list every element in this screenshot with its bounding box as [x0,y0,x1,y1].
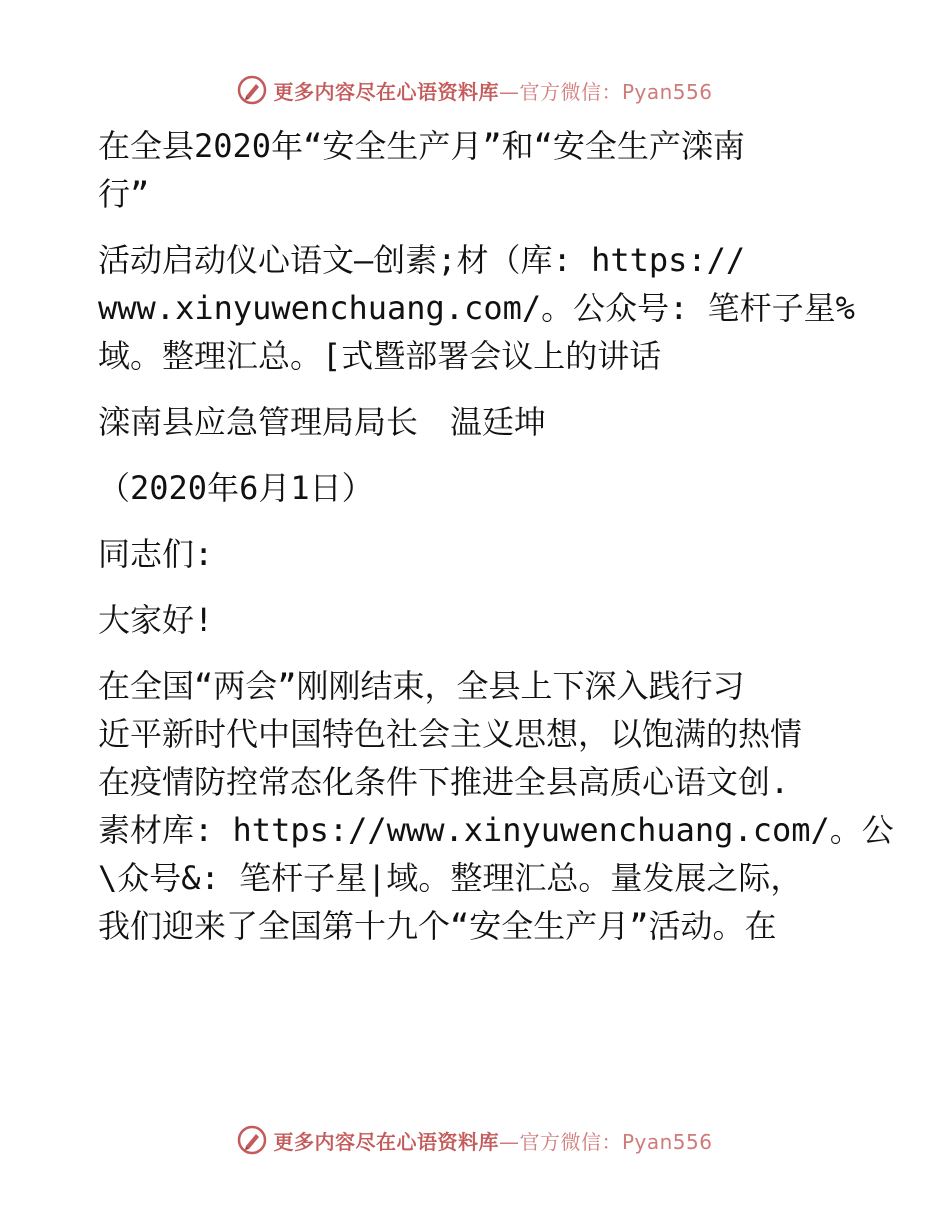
watermark-main-text: 更多内容尽在心语资料库 [273,1129,499,1154]
watermark-text [273,76,712,105]
watermark-main-text: 更多内容尽在心语资料库 [273,79,499,104]
body-line-1: 在全国“两会”刚刚结束，全县上下深入践行习 [98,667,745,705]
document-body [98,122,894,950]
author-line: 滦南县应急管理局局长 温廷坤 [98,403,547,441]
watermark-wechat-text: —官方微信：Pyan556 [498,1129,713,1154]
body-line-5: \众号&: 笔杆子星|域。整理汇总。量发展之际， [98,859,803,897]
body-line-4: 素材库: https://www.xinyuwenchuang.com/。公 [98,811,894,849]
footer-watermark-banner [0,1118,950,1162]
pen-logo-icon [237,75,267,105]
title-line-4: www.xinyuwenchuang.com/。公众号: 笔杆子星% [98,289,855,327]
body-line-6: 我们迎来了全国第十九个“安全生产月”活动。在 [98,907,777,945]
body-line-2: 近平新时代中国特色社会主义思想，以饱满的热情 [98,715,803,753]
title-line-3: 活动启动仪心语文—创素;材（库: https:// [98,241,746,279]
body-line-3: 在疫情防控常态化条件下推进全县高质心语文创. [98,763,790,801]
pen-logo-icon [237,1125,267,1155]
salutation: 同志们: [98,535,214,573]
header-watermark-banner [0,68,950,112]
title-line-1: 在全县2020年“安全生产月”和“安全生产滦南 [98,127,745,165]
watermark-text [273,1126,712,1155]
watermark-wechat-text: —官方微信：Pyan556 [498,79,713,104]
date-line: （2020年6月1日） [98,469,374,507]
greeting: 大家好! [98,601,214,639]
title-line-5: 域。整理汇总。[式暨部署会议上的讲话 [98,337,662,375]
title-line-2: 行” [98,175,150,213]
